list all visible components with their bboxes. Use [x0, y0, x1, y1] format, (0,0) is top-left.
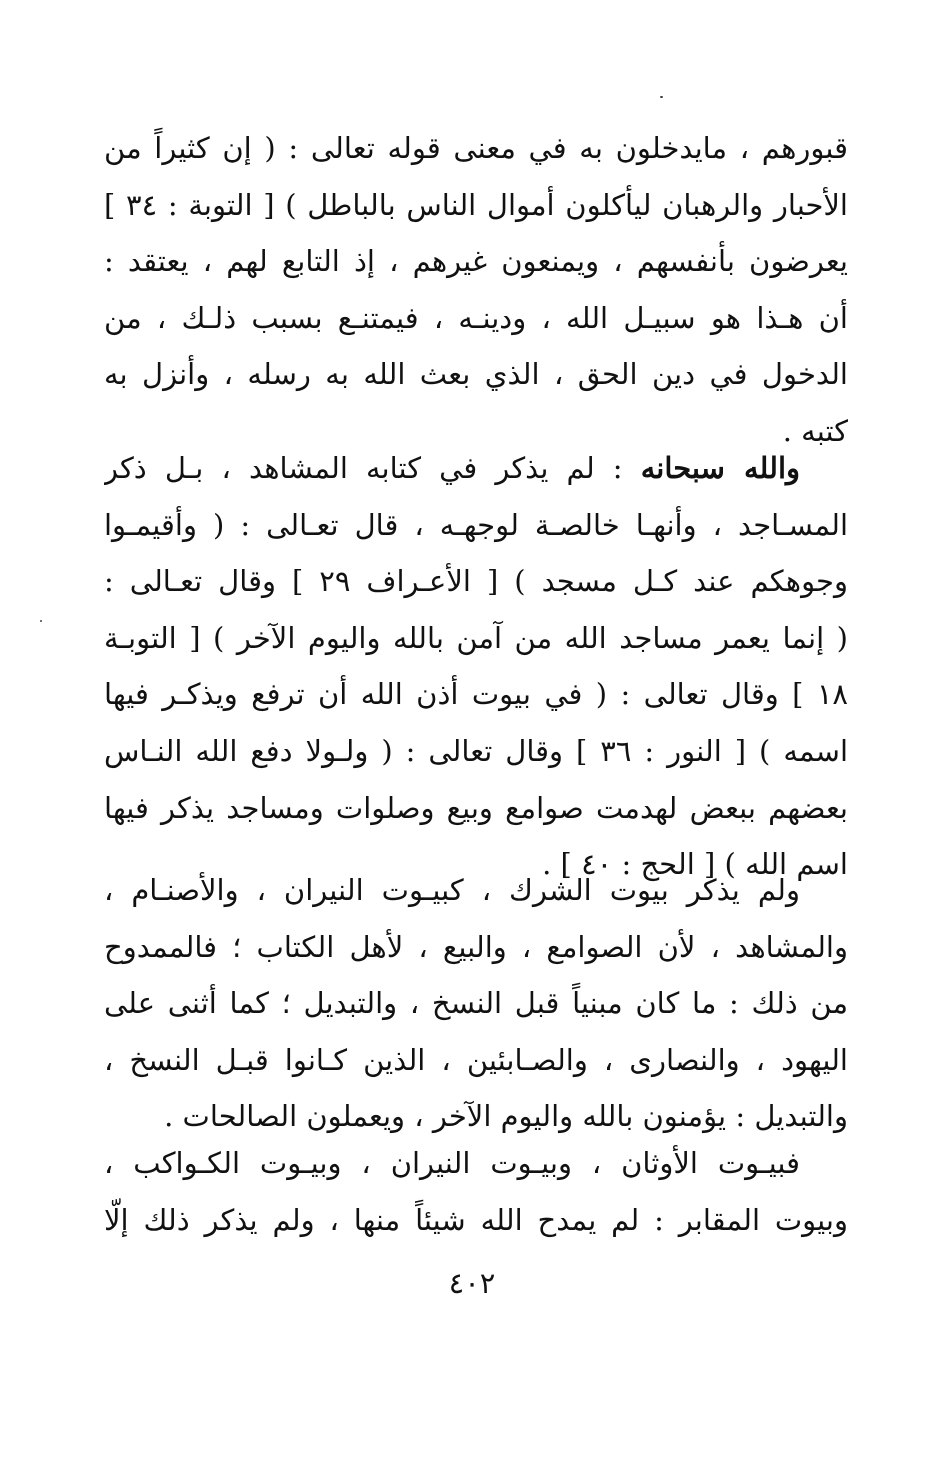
scan-speck — [40, 620, 42, 622]
paragraph-3 — [104, 862, 848, 1145]
text-line: كتبه . — [782, 413, 848, 448]
text-line: اسمه ) [ النور : ٣٦ ] وقال تعالى : ( ولـولا دفع الله النـاس — [104, 733, 848, 768]
text-line: ( إنما يعمر مساجد الله من آمن بالله واليوم الآخر ) [ التوبـة — [104, 620, 848, 655]
text-line: من ذلك : ما كان مبنياً قبل النسخ ، والتبديل ؛ كما أثنى على — [104, 986, 848, 1021]
text-span: فبيـوت الأوثان ، وبيـوت النيران ، وبيـوت الكـواكب ، — [104, 1146, 800, 1180]
text-line: ١٨ ] وقال تعالى : ( في بيوت أذن الله أن ترفع ويذكـر فيها — [104, 677, 848, 712]
text-line: الدخول في دين الحق ، الذي بعث الله به رسله ، وأنزل به — [104, 357, 848, 392]
text-line: أن هـذا هو سبيـل الله ، ودينـه ، فيمتنـع بسبب ذلـك ، من — [104, 300, 848, 335]
text-line: الأحبار والرهبان ليأكلون أموال الناس بالباطل ) [ التوبة : ٣٤ ] — [104, 187, 848, 222]
scan-speck — [660, 96, 663, 98]
text-span: : لم يذكر في كتابه المشاهد ، بـل ذكر — [104, 451, 623, 485]
text-line-lead — [104, 862, 848, 919]
text-line: والتبديل : يؤمنون بالله واليوم الآخر ، ويعملون الصالحات . — [164, 1099, 848, 1134]
text-line: بعضهم ببعض لهدمت صوامع وبيع وصلوات ومساجد يذكر فيها — [104, 790, 848, 825]
text-line-lead — [104, 1135, 848, 1192]
page-number: ٤٠٢ — [448, 1266, 496, 1300]
text-line: وبيوت المقابر : لم يمدح الله شيئاً منها ، ولم يذكر ذلك إلّا — [104, 1202, 848, 1237]
paragraph-2 — [104, 440, 848, 893]
text-line: اسم الله ) [ الحج : ٤٠ ] . — [542, 847, 848, 882]
paragraph-4 — [104, 1135, 848, 1248]
text-line: قبورهم ، مايدخلون به في معنى قوله تعالى : ( إن كثيراً من — [104, 131, 848, 165]
text-span: ولم يذكر بيوت الشرك ، كبيـوت النيران ، والأصنـام ، — [104, 873, 800, 907]
paragraph-1 — [104, 120, 848, 460]
text-line: اليهود ، والنصارى ، والصـابئين ، الذين كـانوا قبـل النسخ ، — [104, 1042, 848, 1077]
text-line: والمشاهد ، لأن الصوامع ، والبيع ، لأهل الكتاب ؛ فالممدوح — [104, 929, 848, 964]
bold-lead-phrase: والله سبحانه — [640, 451, 801, 485]
text-line: المسـاجد ، وأنهـا خالصـة لوجهـه ، قال تعـالى : ( وأقيمـوا — [104, 507, 848, 542]
text-line: وجوهكم عند كـل مسجد ) [ الأعـراف ٢٩ ] وقال تعـالى : — [104, 564, 848, 599]
text-line: يعرضون بأنفسهم ، ويمنعون غيرهم ، إذ التابع لهم ، يعتقد : — [104, 244, 848, 279]
text-line-lead — [104, 440, 848, 497]
